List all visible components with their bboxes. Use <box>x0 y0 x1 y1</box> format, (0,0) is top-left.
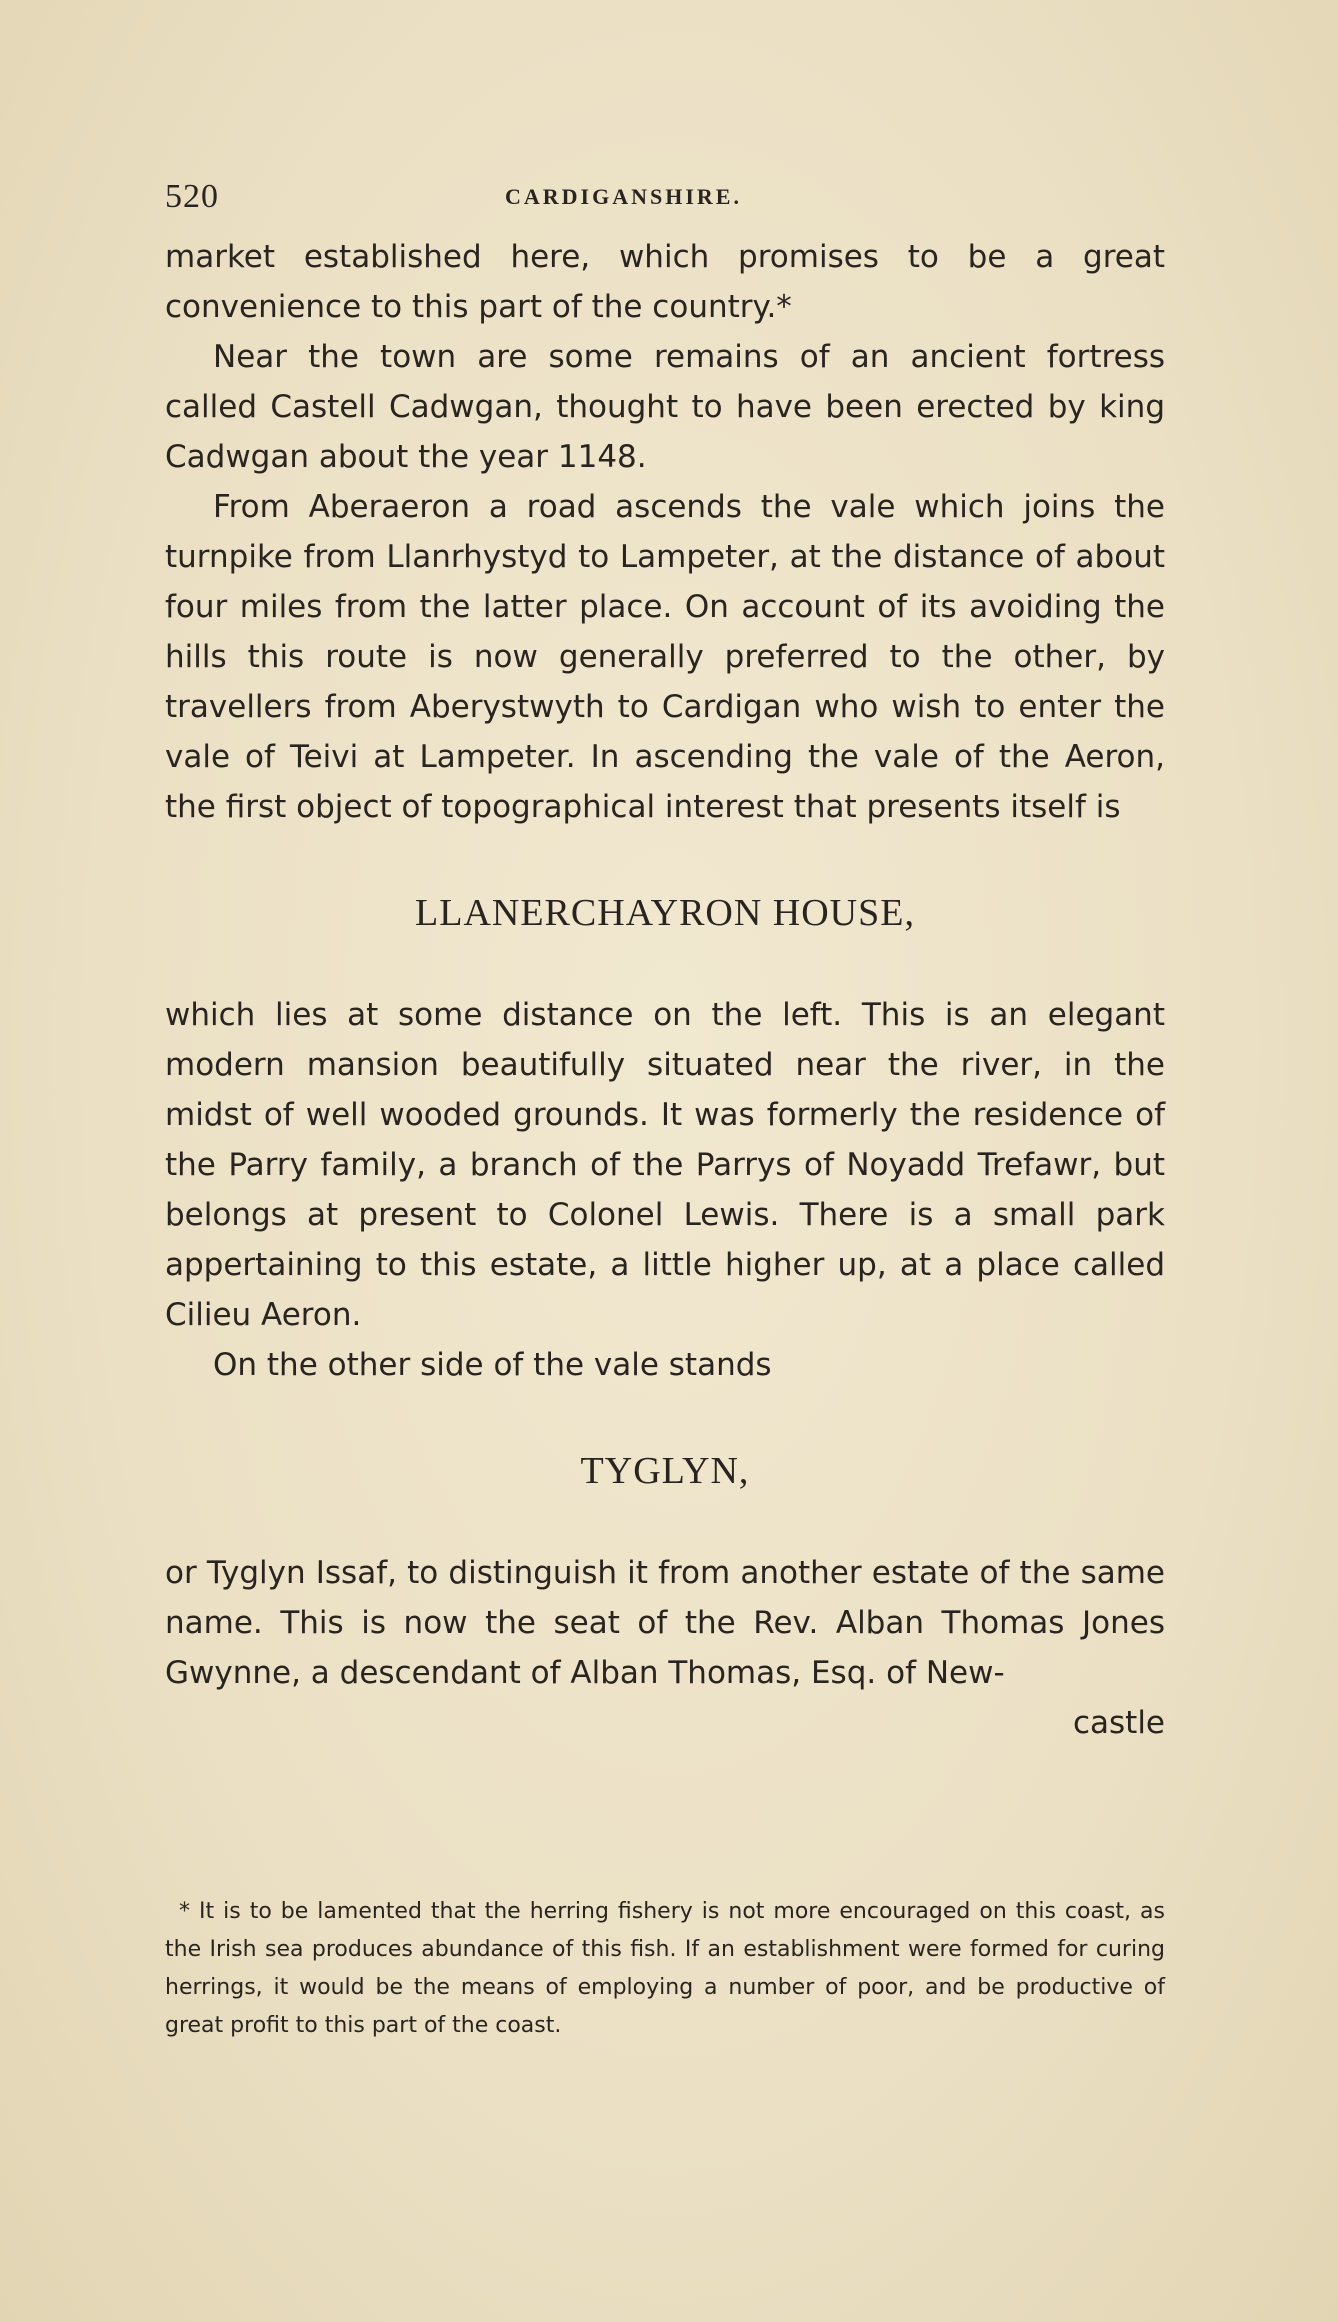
footnote <box>165 1893 1165 2045</box>
page-number: 520 <box>165 178 219 215</box>
running-head: CARDIGANSHIRE. <box>505 184 742 209</box>
paragraph: Near the town are some remains of an ancient fortress called Castell Cadwgan, thought to have been erected by king Cadwgan about the year 1148. <box>165 339 1165 475</box>
paragraph: or Tyglyn Issaf, to distinguish it from another estate of the same name. This is now the seat of the Rev. Alban Thomas Jones Gwynne, a descendant of Alban Thomas, Esq. of New- <box>165 1555 1165 1691</box>
section-heading: TYGLYN, <box>580 1450 750 1492</box>
catchword: castle <box>1072 1705 1165 1741</box>
paragraph: market established here, which promises to be a great convenience to this part of the country.* <box>165 239 1165 325</box>
paragraph: From Aberaeron a road ascends the vale which joins the turnpike from Llanrhystyd to Lampeter, at the distance of about four miles from the latter place. On account of its avoiding the hills this route is now generally preferred to the other, by travellers from Aberystwyth to Cardigan who wish to enter the vale of Teivi at Lampeter. In ascending the vale of the Aeron, the first object of topographical interest that presents itself is <box>165 489 1165 825</box>
paragraph: which lies at some distance on the left. This is an elegant modern mansion beautifully situated near the river, in the midst of well wooded grounds. It was formerly the residence of the Parry family, a branch of the Parrys of Noyadd Trefawr, but belongs at present to Colonel Lewis. There is a small park appertaining to this estate, a little higher up, at a place called Cilieu Aeron. <box>165 997 1165 1333</box>
page-header <box>165 178 1165 218</box>
paragraph: On the other side of the vale stands <box>213 1347 772 1383</box>
body-text <box>165 232 1165 1748</box>
section-heading: LLANERCHAYRON HOUSE, <box>415 892 915 934</box>
footnote-text: * It is to be lamented that the herring fishery is not more encouraged on this coast, as the Irish sea produces abundance of this fish. If an establishment were formed for curing herrings, it would be the means of employing a number of poor, and be productive of great profit to this part of the coast. <box>165 1899 1165 2038</box>
